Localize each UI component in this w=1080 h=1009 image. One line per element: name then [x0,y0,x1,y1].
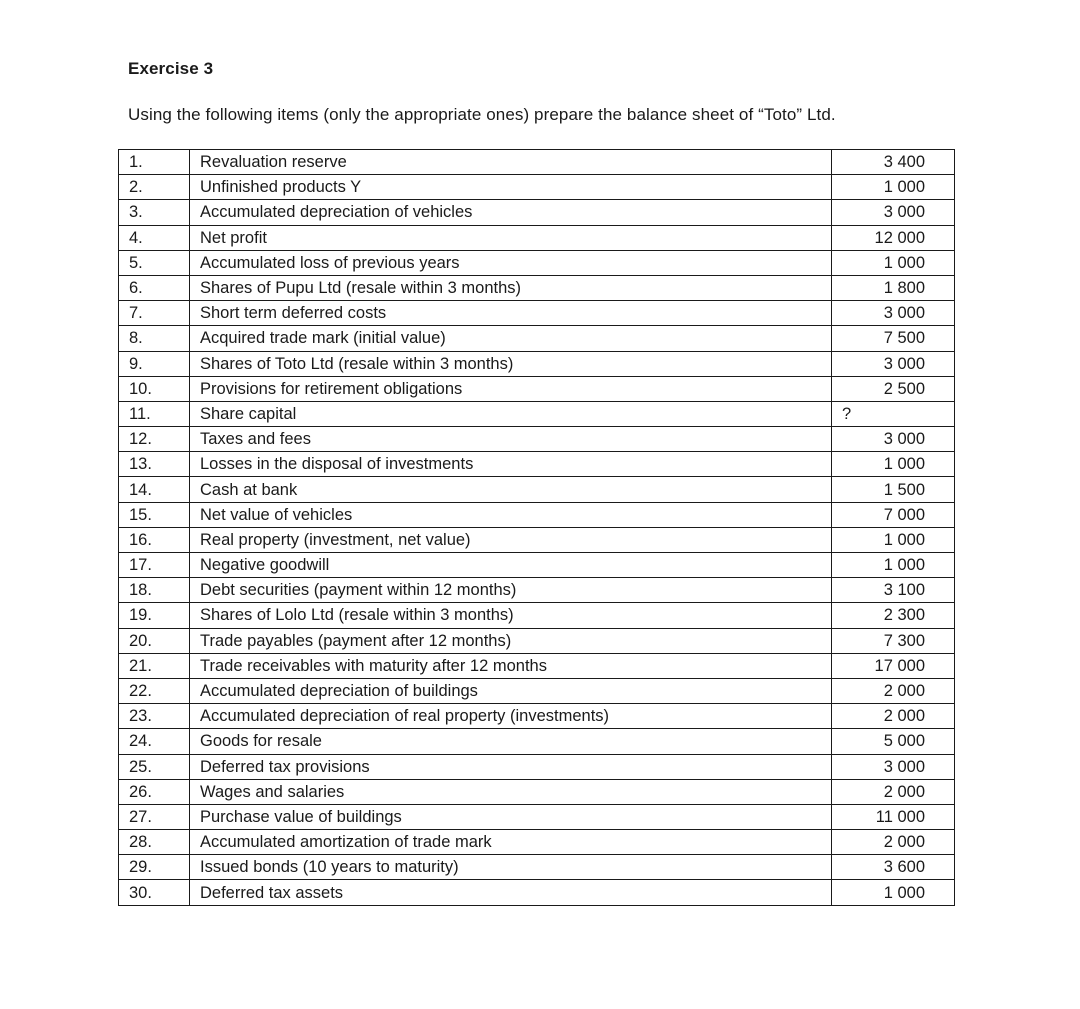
table-row [119,704,955,729]
table-row [119,578,955,603]
table-row [119,804,955,829]
item-value: 1 000 [832,175,955,200]
item-description: Accumulated depreciation of vehicles [190,200,832,225]
table-row [119,729,955,754]
item-number: 15. [119,502,190,527]
table-row [119,326,955,351]
item-value: 1 000 [832,250,955,275]
item-number: 10. [119,376,190,401]
item-description: Short term deferred costs [190,301,832,326]
table-row [119,678,955,703]
table-row [119,275,955,300]
item-number: 14. [119,477,190,502]
item-number: 9. [119,351,190,376]
items-table [118,149,955,906]
item-number: 7. [119,301,190,326]
item-value: 7 500 [832,326,955,351]
item-value: 2 500 [832,376,955,401]
item-number: 16. [119,527,190,552]
exercise-instructions: Using the following items (only the appropriate ones) prepare the balance sheet of “Toto” Ltd. [128,105,836,124]
item-number: 2. [119,175,190,200]
item-number: 8. [119,326,190,351]
item-value: 1 000 [832,452,955,477]
item-number: 29. [119,855,190,880]
item-number: 11. [119,401,190,426]
item-number: 23. [119,704,190,729]
item-number: 20. [119,628,190,653]
item-number: 6. [119,275,190,300]
item-description: Real property (investment, net value) [190,527,832,552]
table-row [119,175,955,200]
item-description: Deferred tax provisions [190,754,832,779]
table-row [119,351,955,376]
item-number: 24. [119,729,190,754]
item-description: Cash at bank [190,477,832,502]
item-description: Trade payables (payment after 12 months) [190,628,832,653]
item-value: 3 100 [832,578,955,603]
item-number: 30. [119,880,190,905]
item-description: Provisions for retirement obligations [190,376,832,401]
item-description: Share capital [190,401,832,426]
item-description: Net profit [190,225,832,250]
item-description: Shares of Toto Ltd (resale within 3 months) [190,351,832,376]
item-description: Accumulated amortization of trade mark [190,830,832,855]
item-value: 1 000 [832,527,955,552]
item-number: 17. [119,553,190,578]
item-description: Shares of Lolo Ltd (resale within 3 months) [190,603,832,628]
item-description: Revaluation reserve [190,150,832,175]
table-row [119,452,955,477]
item-value: 2 000 [832,704,955,729]
item-value: 3 000 [832,200,955,225]
table-row [119,225,955,250]
item-description: Negative goodwill [190,553,832,578]
item-description: Purchase value of buildings [190,804,832,829]
table-row [119,553,955,578]
exercise-title: Exercise 3 [128,59,214,78]
item-number: 26. [119,779,190,804]
table-row [119,502,955,527]
table-row [119,250,955,275]
item-number: 21. [119,653,190,678]
item-value: 17 000 [832,653,955,678]
table-row [119,880,955,905]
table-row [119,150,955,175]
item-number: 18. [119,578,190,603]
item-value: 2 300 [832,603,955,628]
item-number: 4. [119,225,190,250]
item-number: 28. [119,830,190,855]
item-number: 13. [119,452,190,477]
item-description: Shares of Pupu Ltd (resale within 3 months) [190,275,832,300]
table-row [119,628,955,653]
item-description: Issued bonds (10 years to maturity) [190,855,832,880]
item-value: 7 300 [832,628,955,653]
item-value: 3 000 [832,427,955,452]
item-value: 1 000 [832,553,955,578]
item-value: 5 000 [832,729,955,754]
table-row [119,855,955,880]
item-value: 11 000 [832,804,955,829]
item-description: Taxes and fees [190,427,832,452]
items-table-body [119,150,955,906]
item-value: 1 800 [832,275,955,300]
item-description: Losses in the disposal of investments [190,452,832,477]
item-value: 3 000 [832,754,955,779]
item-description: Accumulated loss of previous years [190,250,832,275]
item-number: 1. [119,150,190,175]
item-value: 3 600 [832,855,955,880]
item-number: 3. [119,200,190,225]
table-row [119,301,955,326]
item-value: 3 000 [832,351,955,376]
item-value: 3 000 [832,301,955,326]
table-row [119,603,955,628]
item-value: 1 500 [832,477,955,502]
table-row [119,376,955,401]
item-description: Accumulated depreciation of buildings [190,678,832,703]
item-value: 2 000 [832,678,955,703]
item-value: 12 000 [832,225,955,250]
item-number: 19. [119,603,190,628]
item-description: Goods for resale [190,729,832,754]
item-description: Acquired trade mark (initial value) [190,326,832,351]
item-number: 12. [119,427,190,452]
item-description: Net value of vehicles [190,502,832,527]
item-description: Deferred tax assets [190,880,832,905]
table-row [119,830,955,855]
table-row [119,653,955,678]
table-row [119,527,955,552]
item-description: Trade receivables with maturity after 12 months [190,653,832,678]
item-value: 3 400 [832,150,955,175]
item-value: 7 000 [832,502,955,527]
item-description: Wages and salaries [190,779,832,804]
item-value: ? [832,401,955,426]
table-row [119,779,955,804]
table-row [119,200,955,225]
item-value: 1 000 [832,880,955,905]
item-number: 22. [119,678,190,703]
item-value: 2 000 [832,779,955,804]
item-number: 5. [119,250,190,275]
table-row [119,477,955,502]
item-description: Unfinished products Y [190,175,832,200]
item-value: 2 000 [832,830,955,855]
item-number: 27. [119,804,190,829]
item-number: 25. [119,754,190,779]
table-row [119,427,955,452]
item-description: Debt securities (payment within 12 months) [190,578,832,603]
item-description: Accumulated depreciation of real property (investments) [190,704,832,729]
table-row [119,401,955,426]
table-row [119,754,955,779]
